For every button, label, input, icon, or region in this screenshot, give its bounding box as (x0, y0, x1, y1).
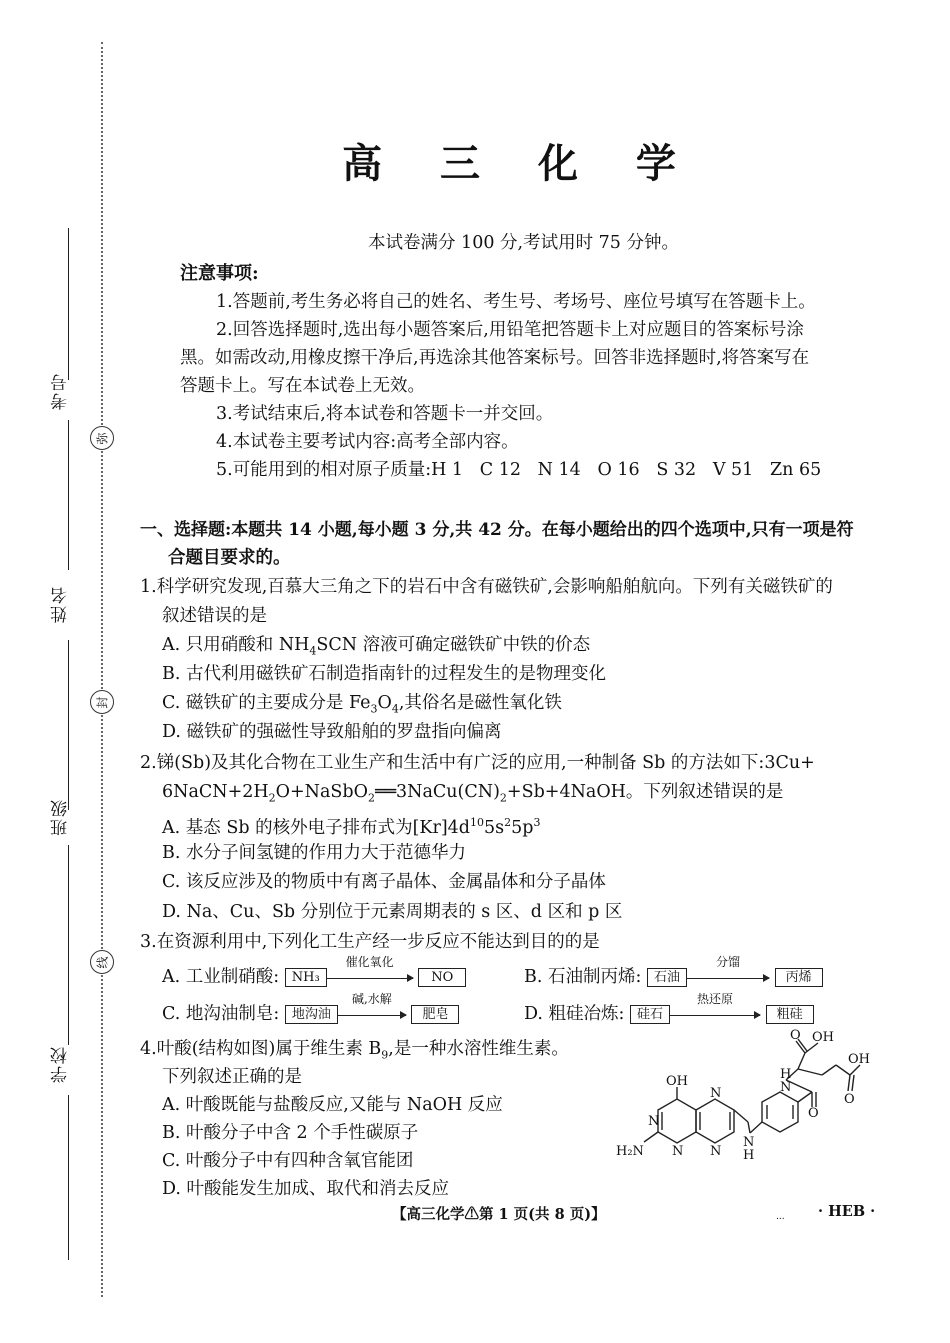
q3-a-arrow (327, 978, 413, 979)
notice-line-5: 5.可能用到的相对原子质量:H 1 C 12 N 14 O 16 S 32 V 51 Zn 65 (216, 460, 822, 480)
seal-xian: 线 (90, 950, 114, 974)
q1-option-c: C. 磁铁矿的主要成分是 $Fe_3O_4$,其俗名是磁性氧化铁 (162, 693, 562, 716)
q2-stem-1: 2.锑(Sb)及其化合物在工业生产和生活中有广泛的应用,一种制备 Sb 的方法如下:3Cu+ (140, 753, 815, 773)
q2-option-a: A. 基态 Sb 的核外电子排布式为$[Kr]4d^{10}5s^25p^3$ (162, 816, 541, 838)
q4-option-a: A. 叶酸既能与盐酸反应,又能与 NaOH 反应 (162, 1095, 503, 1115)
q1-option-b: B. 古代利用磁铁矿石制造指南针的过程发生的是物理变化 (162, 664, 606, 684)
q2-option-b: B. 水分子间氢键的作用力大于范德华力 (162, 843, 466, 863)
xingming-write-line (68, 495, 69, 570)
q3-d-from: 硅石 (630, 1005, 670, 1024)
notice-line-3: 3.考试结束后,将本试卷和答题卡一并交回。 (216, 404, 554, 424)
q3-d-arrow (670, 1015, 760, 1016)
struct-oh-right: OH (848, 1052, 870, 1067)
seal-mi: 弥 (90, 426, 114, 450)
kaohao-write-line (68, 228, 69, 380)
q3-b-from: 石油 (647, 968, 687, 987)
banji-lower-line (68, 845, 69, 1045)
footer-tiny-mark: ... (776, 1212, 785, 1222)
notice-line-2a: 2.回答选择题时,选出每小题答案后,用铅笔把答题卡上对应题目的答案标号涂 (216, 320, 804, 340)
q3-d-to: 粗硅 (766, 1005, 814, 1024)
notice-line-2b: 黑。如需改动,用橡皮擦干净后,再选涂其他答案标号。回答非选择题时,将答案写在 (180, 348, 810, 368)
q3-c-to: 肥皂 (411, 1005, 459, 1024)
xuexiao-lower-line (68, 1095, 69, 1260)
q3-option-b: B. 石油制丙烯: 石油 分馏 丙烯 (524, 965, 823, 990)
struct-oh-top: OH (812, 1030, 834, 1045)
folic-acid-structure (600, 1025, 890, 1195)
pteridine-ring-left (658, 1099, 696, 1143)
struct-h-link: H (743, 1148, 755, 1163)
section1-header: 一、选择题:本题共 14 小题,每小题 3 分,共 42 分。在每小题给出的四个选项中,只有一项是符 (140, 520, 854, 540)
q4-stem-1: 4.叶酸(结构如图)属于维生素 $B_9$,是一种水溶性维生素。 (140, 1039, 569, 1062)
q2-option-d: D. Na、Cu、Sb 分别位于元素周期表的 s 区、d 区和 p 区 (162, 902, 623, 922)
banji-label: 班级 (51, 798, 71, 836)
kaohao-label: 考号 (51, 372, 71, 410)
q4-option-d: D. 叶酸能发生加成、取代和消去反应 (162, 1179, 450, 1199)
q3-c-arrow (338, 1015, 406, 1016)
kaohao-lower-line (68, 420, 69, 495)
page-footer: 【高三化学⚠第 1 页(共 8 页)】 (392, 1206, 606, 1223)
q1-stem-1: 1.科学研究发现,百慕大三角之下的岩石中含有磁铁矿,会影响船舶航向。下列有关磁铁矿的 (140, 577, 833, 597)
struct-n1: N (648, 1114, 660, 1129)
q1-stem-2: 叙述错误的是 (162, 606, 267, 626)
pteridine-ring-right (696, 1099, 734, 1143)
notice-heading: 注意事项: (180, 263, 259, 284)
struct-n-amide: N (780, 1080, 792, 1095)
xingming-label: 姓名 (51, 585, 71, 623)
q3-b-to: 丙烯 (775, 968, 823, 987)
notice-line-2c: 答题卡上。写在本试卷上无效。 (180, 376, 425, 396)
q2-stem-2: $6NaCN+2H_2O+NaSbO_2══3NaCu(CN)_2+Sb+4NaOH$。下列叙述错误的是 (162, 782, 784, 805)
xuexiao-label: 学校 (51, 1045, 71, 1083)
q3-b-cond: 分馏 (715, 954, 740, 969)
page-title: 高 三 化 学 (342, 140, 698, 187)
q1-option-a: A. 只用硝酸和 $NH_4SCN$ 溶液可确定磁铁矿中铁的价态 (162, 635, 591, 658)
struct-n2: N (672, 1144, 684, 1159)
q3-c-cond: 碱,水解 (351, 991, 392, 1006)
section1-header-2: 合题目要求的。 (168, 548, 291, 568)
q3-d-cond: 热还原 (697, 991, 734, 1006)
q4-option-c: C. 叶酸分子中有四种含氧官能团 (162, 1151, 414, 1171)
q3-c-from: 地沟油 (285, 1005, 338, 1024)
struct-n-link: N (743, 1135, 755, 1150)
notice-line-4: 4.本试卷主要考试内容:高考全部内容。 (216, 432, 519, 452)
struct-o-top: O (790, 1028, 801, 1043)
link-to-nh (748, 1122, 750, 1133)
q3-option-d: D. 粗硅冶炼: 硅石 热还原 粗硅 (524, 1002, 814, 1027)
q3-b-arrow (687, 978, 769, 979)
seal-feng: 封 (90, 690, 114, 714)
exam-info: 本试卷满分 100 分,考试用时 75 分钟。 (368, 233, 679, 253)
q3-option-a: A. 工业制硝酸: NH₃ 催化氧化 NO (162, 965, 466, 990)
q4-option-b: B. 叶酸分子中含 2 个手性碳原子 (162, 1123, 419, 1143)
notice-line-1: 1.答题前,考生务必将自己的姓名、考生号、考场号、座位号填写在答题卡上。 (216, 292, 816, 312)
xingming-lower-line (68, 640, 69, 810)
q3-a-cond: 催化氧化 (345, 954, 394, 969)
q3-a-from: NH₃ (285, 968, 327, 987)
q2-option-c: C. 该反应涉及的物质中有离子晶体、金属晶体和分子晶体 (162, 872, 606, 892)
q1-option-d: D. 磁铁矿的强磁性导致船舶的罗盘指向偏离 (162, 722, 502, 742)
struct-n3: N (710, 1086, 722, 1101)
binding-dotted-line (101, 42, 103, 1297)
q3-option-c: C. 地沟油制皂: 地沟油 碱,水解 肥皂 (162, 1002, 459, 1027)
footer-code: · HEB · (818, 1203, 876, 1220)
struct-n4: N (710, 1144, 722, 1159)
q3-stem: 3.在资源利用中,下列化工生产经一步反应不能达到目的的是 (140, 932, 600, 952)
struct-o-right: O (844, 1092, 855, 1107)
q3-a-to: NO (418, 968, 466, 987)
struct-o-amide: O (808, 1106, 819, 1121)
struct-h-amide: H (780, 1067, 792, 1082)
struct-h2n: H₂N (616, 1144, 644, 1159)
q4-stem-2: 下列叙述正确的是 (162, 1067, 302, 1087)
struct-oh-ring: OH (666, 1074, 688, 1089)
